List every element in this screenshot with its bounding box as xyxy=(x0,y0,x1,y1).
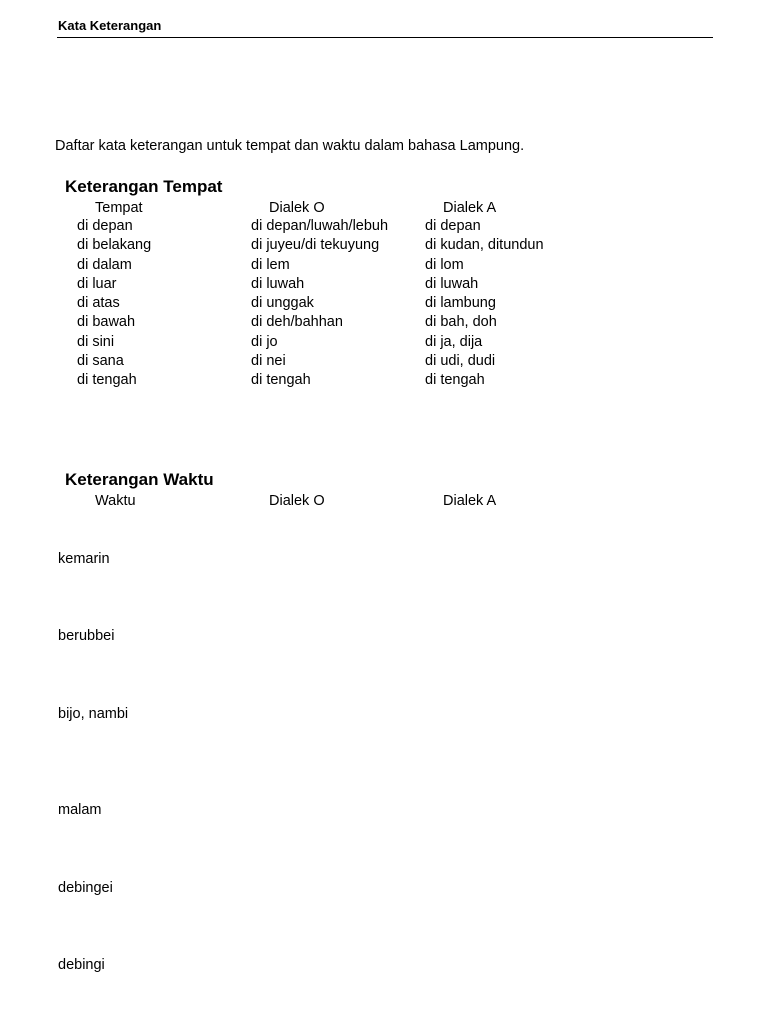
tempat-cell: di depan xyxy=(77,218,133,234)
dialek-a-cell: di bah, doh xyxy=(425,314,497,331)
table-row xyxy=(0,313,768,332)
table-row xyxy=(0,236,768,255)
dialek-o-cell: di depan/luwah/lebuh xyxy=(251,218,389,234)
list-item: malam xyxy=(58,802,102,818)
dialek-a-cell: di luwah xyxy=(425,275,479,292)
list-item: debingi xyxy=(58,957,105,973)
table-row xyxy=(0,371,768,390)
dialek-o-cell: di unggak xyxy=(251,295,314,312)
list-item: kemarin xyxy=(58,551,110,567)
dialek-o-cell: di tengah xyxy=(251,372,311,389)
intro-paragraph: Daftar kata keterangan untuk tempat dan waktu dalam bahasa Lampung. xyxy=(55,138,525,154)
table-row xyxy=(0,333,768,352)
table-row xyxy=(0,352,768,371)
dialek-o-cell: di nei xyxy=(251,353,286,370)
dialek-o-cell: di lem xyxy=(251,256,290,273)
dialek-a-cell: di ja, dija xyxy=(425,333,483,350)
tempat-heading: Keterangan Tempat xyxy=(65,177,223,196)
dialek-a-cell: di udi, dudi xyxy=(425,353,496,370)
dialek-a-cell: di lom xyxy=(425,256,464,273)
table-row xyxy=(0,217,768,236)
table-row xyxy=(0,256,768,275)
page-header-title: Kata Keterangan xyxy=(58,18,162,33)
table-row xyxy=(0,275,768,294)
table-row xyxy=(0,294,768,313)
tempat-cell: di bawah xyxy=(77,314,136,331)
waktu-col-header-dialek-o: Dialek O xyxy=(269,493,325,509)
tempat-table xyxy=(0,217,768,391)
dialek-a-cell: di kudan, ditundun xyxy=(425,237,544,254)
tempat-cell: di tengah xyxy=(77,372,137,389)
tempat-cell: di sini xyxy=(77,333,115,350)
tempat-col-header-dialek-o: Dialek O xyxy=(269,200,325,216)
tempat-cell: di luar xyxy=(77,275,117,292)
dialek-o-cell: di deh/bahhan xyxy=(251,314,343,331)
tempat-cell: di sana xyxy=(77,353,124,370)
waktu-col-header-dialek-a: Dialek A xyxy=(443,493,497,509)
tempat-cell: di dalam xyxy=(77,256,132,273)
dialek-o-cell: di jo xyxy=(251,333,278,350)
list-item: debingei xyxy=(58,880,113,896)
tempat-col-header-tempat: Tempat xyxy=(95,200,143,216)
tempat-cell: di atas xyxy=(77,295,120,312)
page-header xyxy=(57,16,713,38)
dialek-a-cell: di tengah xyxy=(425,372,485,389)
tempat-cell: di belakang xyxy=(77,237,152,254)
dialek-a-cell: di depan xyxy=(425,218,481,234)
dialek-a-cell: di lambung xyxy=(425,295,496,312)
list-item: bijo, nambi xyxy=(58,706,129,722)
list-item: berubbei xyxy=(58,628,115,644)
waktu-heading: Keterangan Waktu xyxy=(65,470,214,489)
waktu-col-header-waktu: Waktu xyxy=(95,493,136,509)
dialek-o-cell: di juyeu/di tekuyung xyxy=(251,237,380,254)
dialek-o-cell: di luwah xyxy=(251,275,305,292)
tempat-col-header-dialek-a: Dialek A xyxy=(443,200,497,216)
